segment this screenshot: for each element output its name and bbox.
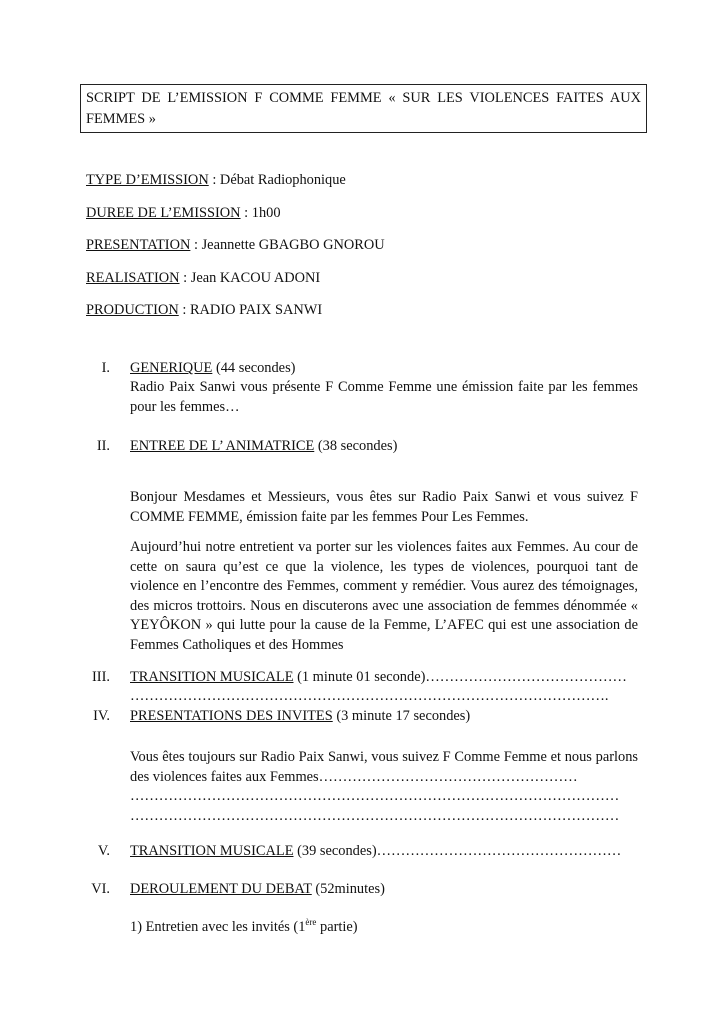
section-text: Radio Paix Sanwi vous présente F Comme Femme une émission faite par les femmes pour les femmes…	[130, 379, 638, 415]
section-numeral: VI.	[91, 881, 110, 897]
section-title: DEROULEMENT DU DEBAT	[130, 881, 312, 897]
info-duration-value: : 1h00	[240, 204, 281, 221]
emission-info	[86, 169, 646, 332]
section-numeral: II.	[96, 438, 110, 454]
section-dots: …………………………………………………………………………………………	[130, 807, 620, 824]
section-duration: (38 secondes)	[314, 438, 398, 454]
section-transition-1	[86, 667, 646, 707]
info-presentation	[86, 234, 646, 256]
info-production-value: : RADIO PAIX SANWI	[178, 302, 323, 318]
section-title: PRESENTATIONS DES INVITES	[130, 708, 333, 724]
info-realisation-value: : Jean KACOU ADONI	[179, 269, 321, 286]
subsection-item	[130, 918, 638, 938]
section-dots: …………………………………………………………………………………………	[130, 788, 620, 804]
section-heading	[86, 667, 646, 687]
section-entree-animatrice	[86, 436, 646, 655]
section-title: ENTREE DE L’ ANIMATRICE	[130, 438, 315, 454]
section-paragraph: Bonjour Mesdames et Messieurs, vous êtes sur Radio Paix Sanwi et vous suivez F COMME FEMME, émission faite par les femmes Pour Les Femmes.	[130, 489, 638, 525]
section-heading	[86, 879, 646, 899]
section-heading	[86, 358, 646, 378]
section-numeral: V.	[97, 843, 110, 859]
section-duration: (44 secondes)	[212, 360, 296, 376]
section-duration: (1 minute 01 seconde)……………………………………	[293, 669, 627, 685]
section-duration: (39 secondes)……………………………………………	[293, 843, 622, 859]
info-production	[86, 299, 646, 321]
info-type-label: TYPE D’EMISSION	[86, 172, 209, 188]
subsection-prefix: 1) Entretien avec les invités (1	[130, 919, 306, 935]
section-duration: (52minutes)	[311, 881, 385, 897]
subsection-suffix: partie)	[316, 919, 358, 935]
info-presentation-label: PRESENTATION	[86, 237, 191, 253]
section-title: TRANSITION MUSICALE	[130, 669, 294, 685]
info-presentation-value: : Jeannette GBAGBO GNOROU	[190, 237, 385, 253]
section-paragraph: Aujourd’hui notre entretient va porter sur les violences faites aux Femmes. Au cour de cette on saura qu’est ce que la violence, les types de violences, pourquoi tant de violence en l’encontre des Femmes, comment y remédier. Vous aurez des témoignages, des micros trottoirs. Nous en discuterons avec une association de femmes dénommée « YEYÔKON » qui lutte pour la cause de la Femme, L’AFEC qui est une association de Femmes Catholiques et des Hommes	[130, 539, 638, 653]
document-title: SCRIPT DE L’EMISSION F COMME FEMME « SUR LES VIOLENCES FAITES AUX FEMMES »	[80, 84, 647, 133]
section-heading	[86, 841, 646, 861]
section-title: GENERIQUE	[130, 360, 213, 376]
section-transition-2	[86, 841, 646, 861]
section-dots: ……………………………………………………………………………………….	[130, 688, 609, 704]
section-deroulement-debat	[86, 879, 646, 938]
section-generique	[86, 358, 646, 417]
info-type	[86, 169, 646, 191]
info-duration-label: DUREE DE L’EMISSION	[86, 204, 241, 221]
section-heading	[86, 436, 646, 456]
section-heading	[86, 706, 646, 726]
info-duration	[86, 202, 646, 224]
section-numeral: III.	[92, 669, 110, 685]
info-type-value: : Débat Radiophonique	[208, 172, 346, 188]
info-production-label: PRODUCTION	[86, 302, 179, 318]
section-numeral: IV.	[93, 708, 110, 724]
section-duration: (3 minute 17 secondes)	[332, 708, 471, 724]
section-title: TRANSITION MUSICALE	[130, 843, 294, 859]
info-realisation-label: REALISATION	[86, 269, 180, 286]
section-presentations-invites	[86, 706, 646, 826]
subsection-superscript: ère	[305, 917, 317, 928]
info-realisation	[86, 267, 646, 289]
section-numeral: I.	[101, 360, 110, 376]
section-paragraph: Vous êtes toujours sur Radio Paix Sanwi, vous suivez F Comme Femme et nous parlons des violences faites aux Femmes………………………………………………	[130, 749, 638, 785]
